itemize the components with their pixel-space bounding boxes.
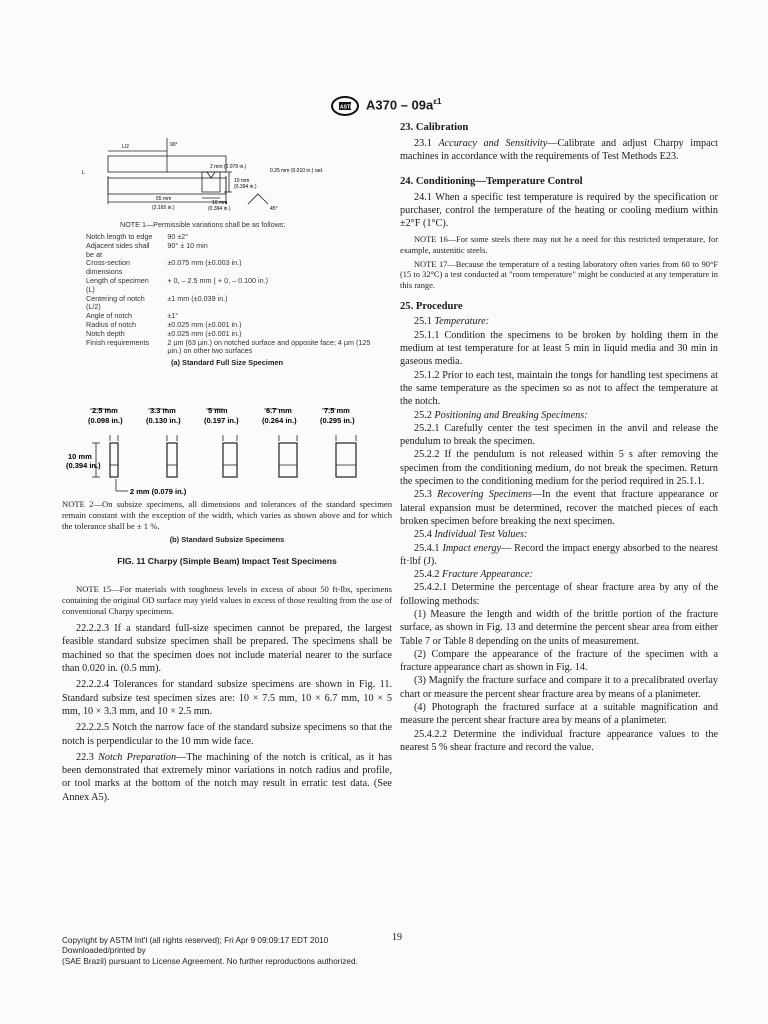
subsize-width-mm: 3.3 mm	[150, 406, 176, 416]
figure-caption: FIG. 11 Charpy (Simple Beam) Impact Test Specimens	[117, 556, 337, 567]
tolerance-label: Angle of notch	[86, 311, 132, 321]
subsize-outline	[279, 443, 297, 477]
subsize-specimen	[320, 406, 356, 477]
para-25-4: 25.4 Individual Test Values:	[414, 529, 528, 541]
label-radius: 0.25 mm (0.010 in.) rad.	[270, 168, 324, 174]
subsize-outline	[223, 443, 237, 477]
para-24-1: 24.1 When a specific test temperature is required by the specification or purchaser, control the temperature of the heating or cooling medium within ±2°F (1°C).	[400, 191, 718, 230]
tolerance-row	[86, 259, 386, 277]
subsize-width-mm: 5 mm	[208, 406, 228, 416]
tolerance-label: Notch depth	[86, 328, 125, 338]
section-24-heading: 24. Conditioning—Temperature Control	[400, 175, 583, 187]
tolerance-label: Notch length to edge	[86, 232, 153, 241]
subsize-width-in: (0.130 in.)	[146, 416, 181, 426]
section-25-heading: 25. Procedure	[400, 301, 463, 313]
caption-b: (b) Standard Subsize Specimens	[169, 535, 285, 545]
label-len-mm: 55 mm	[156, 196, 172, 202]
para-25-3: 25.3 Recovering Specimens—In the event that fracture appearance or lateral expansion must be determined, recover the matched pieces of each broken specimen before breaking the next specimen.	[400, 489, 718, 527]
subsize-outline	[336, 443, 356, 477]
tolerance-label: Cross-section dimensions	[86, 258, 130, 277]
para-25-2-1: 25.2.1 Carefully center the test specimen in the anvil and release the pendulum to break the specimen.	[400, 422, 718, 448]
subsize-outline	[167, 443, 177, 477]
tolerance-label: Adjacent sides shall be at	[86, 240, 150, 259]
para-25-4-2-2: 25.4.2.2 Determine the individual fracture appearance values to the nearest 5 % shear fracture and record the value.	[400, 728, 718, 753]
para-25-1-1: 25.1.1 Condition the specimens to be broken by holding them in the medium at test temperature for at least 5 min in liquid media and 30 min in gaseous media.	[400, 329, 718, 368]
para-25-4-2-1: 25.4.2.1 Determine the percentage of shear fracture area by any of the following methods:	[400, 582, 718, 607]
label-l: L	[82, 170, 85, 176]
subsize-height-in: (0.394 in.)	[66, 461, 101, 471]
tolerance-label: Length of specimen (L)	[86, 275, 149, 294]
tolerance-value: 2 µm (63 µin.) on notched surface and opposite face; 4 µm (125 µin.) on other two surfaces	[167, 337, 371, 356]
tolerance-value: ±1°	[167, 311, 179, 321]
section-23-heading: 23. Calibration	[400, 122, 469, 133]
note-17: NOTE 17—Because the temperature of a testing laboratory often varies from 60 to 90°F (15 to 32°C) a test conducted at "room temperature" might be conducted at any temperature in this range.	[400, 259, 718, 290]
label-notch-w: 2 mm (0.079 in.)	[210, 164, 247, 170]
footer-line-1: Copyright by ASTM Int'l (all rights reserved); Fri Apr 9 09:09:17 EDT 2010	[62, 936, 329, 945]
para-25-2-2: 25.2.2 If the pendulum is not released within 5 s after removing the specimen from the conditioning medium, do not break the specimen. Return the specimen to the conditioning medium for the period required in 25.1.1.	[400, 449, 718, 488]
para-25-4-1: 25.4.1 Impact energy— Record the impact energy absorbed to the nearest ft·lbf (J).	[400, 542, 718, 567]
para-23-1: 23.1 Accuracy and Sensitivity—Calibrate and adjust Charpy impact machines in accordance with the requirements of Test Methods E23.	[400, 138, 718, 163]
label-width-in: (0.394 in.)	[208, 206, 231, 212]
tolerance-row	[86, 295, 386, 313]
subsize-outline	[110, 443, 118, 477]
right-column	[400, 122, 718, 882]
subsize-specimen-diagram	[62, 397, 392, 497]
para-22-2-2-3: 22.2.2.3 If a standard full-size specimen cannot be prepared, the largest feasible standard subsize specimen shall be prepared. The specimens shall be machined so that the specimen does not include material nearer to the surface than 0.020 in. (0.5 mm).	[62, 623, 392, 675]
para-22-3: 22.3 Notch Preparation—The machining of the notch is critical, as it has been demonstrated that extremely minor variations in notch radius and profile, or tool marks at the bottom of the notch may result in erratic test data. (See Annex A5).	[62, 751, 392, 803]
footer-line-2: Downloaded/printed by	[62, 946, 146, 956]
document-header	[330, 96, 470, 118]
subsize-notch: 2 mm (0.079 in.)	[130, 487, 187, 497]
tolerance-value: 90 ±2°	[167, 232, 189, 241]
subsize-specimen	[146, 406, 181, 477]
method-1: (1) Measure the length and width of the brittle portion of the fracture surface, as shown in Fig. 13 and determine the percent shear area from either Table 7 or Table 8 depending on the units of measurement.	[400, 608, 718, 647]
note-1-title: NOTE 1—Permissible variations shall be as follows:	[120, 220, 286, 229]
label-notch-depth-in: (0.394 in.)	[234, 184, 257, 190]
page-number: 19	[392, 932, 402, 943]
subsize-width-mm: 6.7 mm	[266, 406, 292, 416]
tolerance-value: 90° ± 10 min	[167, 240, 208, 250]
para-25-4-2: 25.4.2 Fracture Appearance:	[414, 569, 533, 581]
subsize-width-in: (0.098 in.)	[88, 416, 123, 426]
subsize-width-in: (0.295 in.)	[320, 416, 355, 426]
tolerance-value: ±0.075 mm (±0.003 in.)	[167, 258, 242, 268]
tolerance-table	[86, 233, 386, 356]
tolerance-row	[86, 339, 386, 357]
para-22-2-2-4: 22.2.2.4 Tolerances for standard subsize specimens are shown in Fig. 11. Standard subsize test specimen sizes are: 10 × 7.5 mm, 10 × 6.7 mm, 10 × 5 mm, 10 × 3.3 mm, and 10 × 2.5 mm.	[62, 679, 392, 717]
para-25-1-2: 25.1.2 Prior to each test, maintain the tongs for handling test specimens at the same temperature as the specimen so as not to affect the temperature at the notch.	[400, 369, 718, 408]
tolerance-row	[86, 242, 386, 260]
tolerance-row	[86, 277, 386, 295]
para-22-2-2-5: 22.2.2.5 Notch the narrow face of the standard subsize specimens so that the notch is perpendicular to the 10 mm wide face.	[62, 722, 392, 747]
subsize-width-in: (0.197 in.)	[204, 416, 239, 426]
subsize-specimen	[262, 406, 297, 477]
astm-logo-icon	[330, 96, 360, 116]
subsize-width-mm: 2.5 mm	[92, 406, 118, 416]
subsize-specimen	[204, 406, 239, 477]
label-len-in: (2.165 in.)	[152, 205, 175, 211]
copyright-footer	[62, 936, 482, 976]
para-25-1: 25.1 Temperature:	[414, 316, 490, 328]
label-angle: 45°	[270, 206, 278, 212]
label-notch-depth-mm: 10 mm	[234, 178, 250, 184]
document-id: $A370 - 09a^{\varepsilon 1}$	[366, 97, 442, 113]
note-15: NOTE 15—For materials with toughness levels in excess of about 50 ft-lbs, specimens containing the original OD surface may yield values in excess of those resulting from the use of conventional Charpy specimens.	[62, 584, 392, 617]
label-deg90: 90°	[170, 142, 178, 148]
label-width-mm: 10 mm	[212, 200, 228, 206]
tolerance-value: ±0.025 mm (±0.001 in.)	[167, 319, 242, 329]
footer-line-3: (SAE Brazil) pursuant to License Agreement. No further reproductions authorized.	[62, 956, 358, 966]
tolerance-value: ±0.025 mm (±0.001 in.)	[167, 328, 242, 338]
full-size-specimen-diagram	[62, 132, 392, 218]
subsize-width-in: (0.264 in.)	[262, 416, 297, 426]
method-4: (4) Photograph the fractured surface at a suitable magnification and measure the percent shear fracture area by means of a planimeter.	[400, 702, 718, 727]
caption-a: (a) Standard Full Size Specimen	[170, 358, 284, 368]
para-25-2: 25.2 Positioning and Breaking Specimens:	[414, 409, 588, 421]
tolerance-value: + 0, – 2.5 mm ( + 0, – 0.100 in.)	[167, 275, 269, 285]
note-2: NOTE 2—On subsize specimens, all dimensions and tolerances of the standard specimen remain constant with the exception of the width, which varies as shown above and for which the tolerance shall be ± 1 %.	[62, 499, 392, 532]
subsize-width-mm: 7.5 mm	[324, 406, 350, 416]
subsize-height-mm: 10 mm	[68, 452, 92, 462]
tolerance-label: Finish requirements	[86, 337, 150, 347]
note-16: NOTE 16—For some steels there may not be a need for this restricted temperature, for example, austenitic steels.	[400, 235, 718, 256]
method-3: (3) Magnify the fracture surface and compare it to a precalibrated overlay chart or measure the percent shear fracture area by means of a planimeter.	[400, 675, 718, 700]
tolerance-value: ±1 mm (±0.039 in.)	[167, 293, 228, 303]
svg-text:ASTM: ASTM	[340, 104, 355, 111]
method-2: (2) Compare the appearance of the fracture of the specimen with a fracture appearance chart as shown in Fig. 14.	[400, 648, 718, 674]
tolerance-label: Radius of notch	[86, 319, 136, 329]
left-column	[62, 132, 392, 892]
tolerance-label: Centering of notch (L/2)	[86, 293, 145, 312]
label-l2: L/2	[122, 144, 129, 150]
